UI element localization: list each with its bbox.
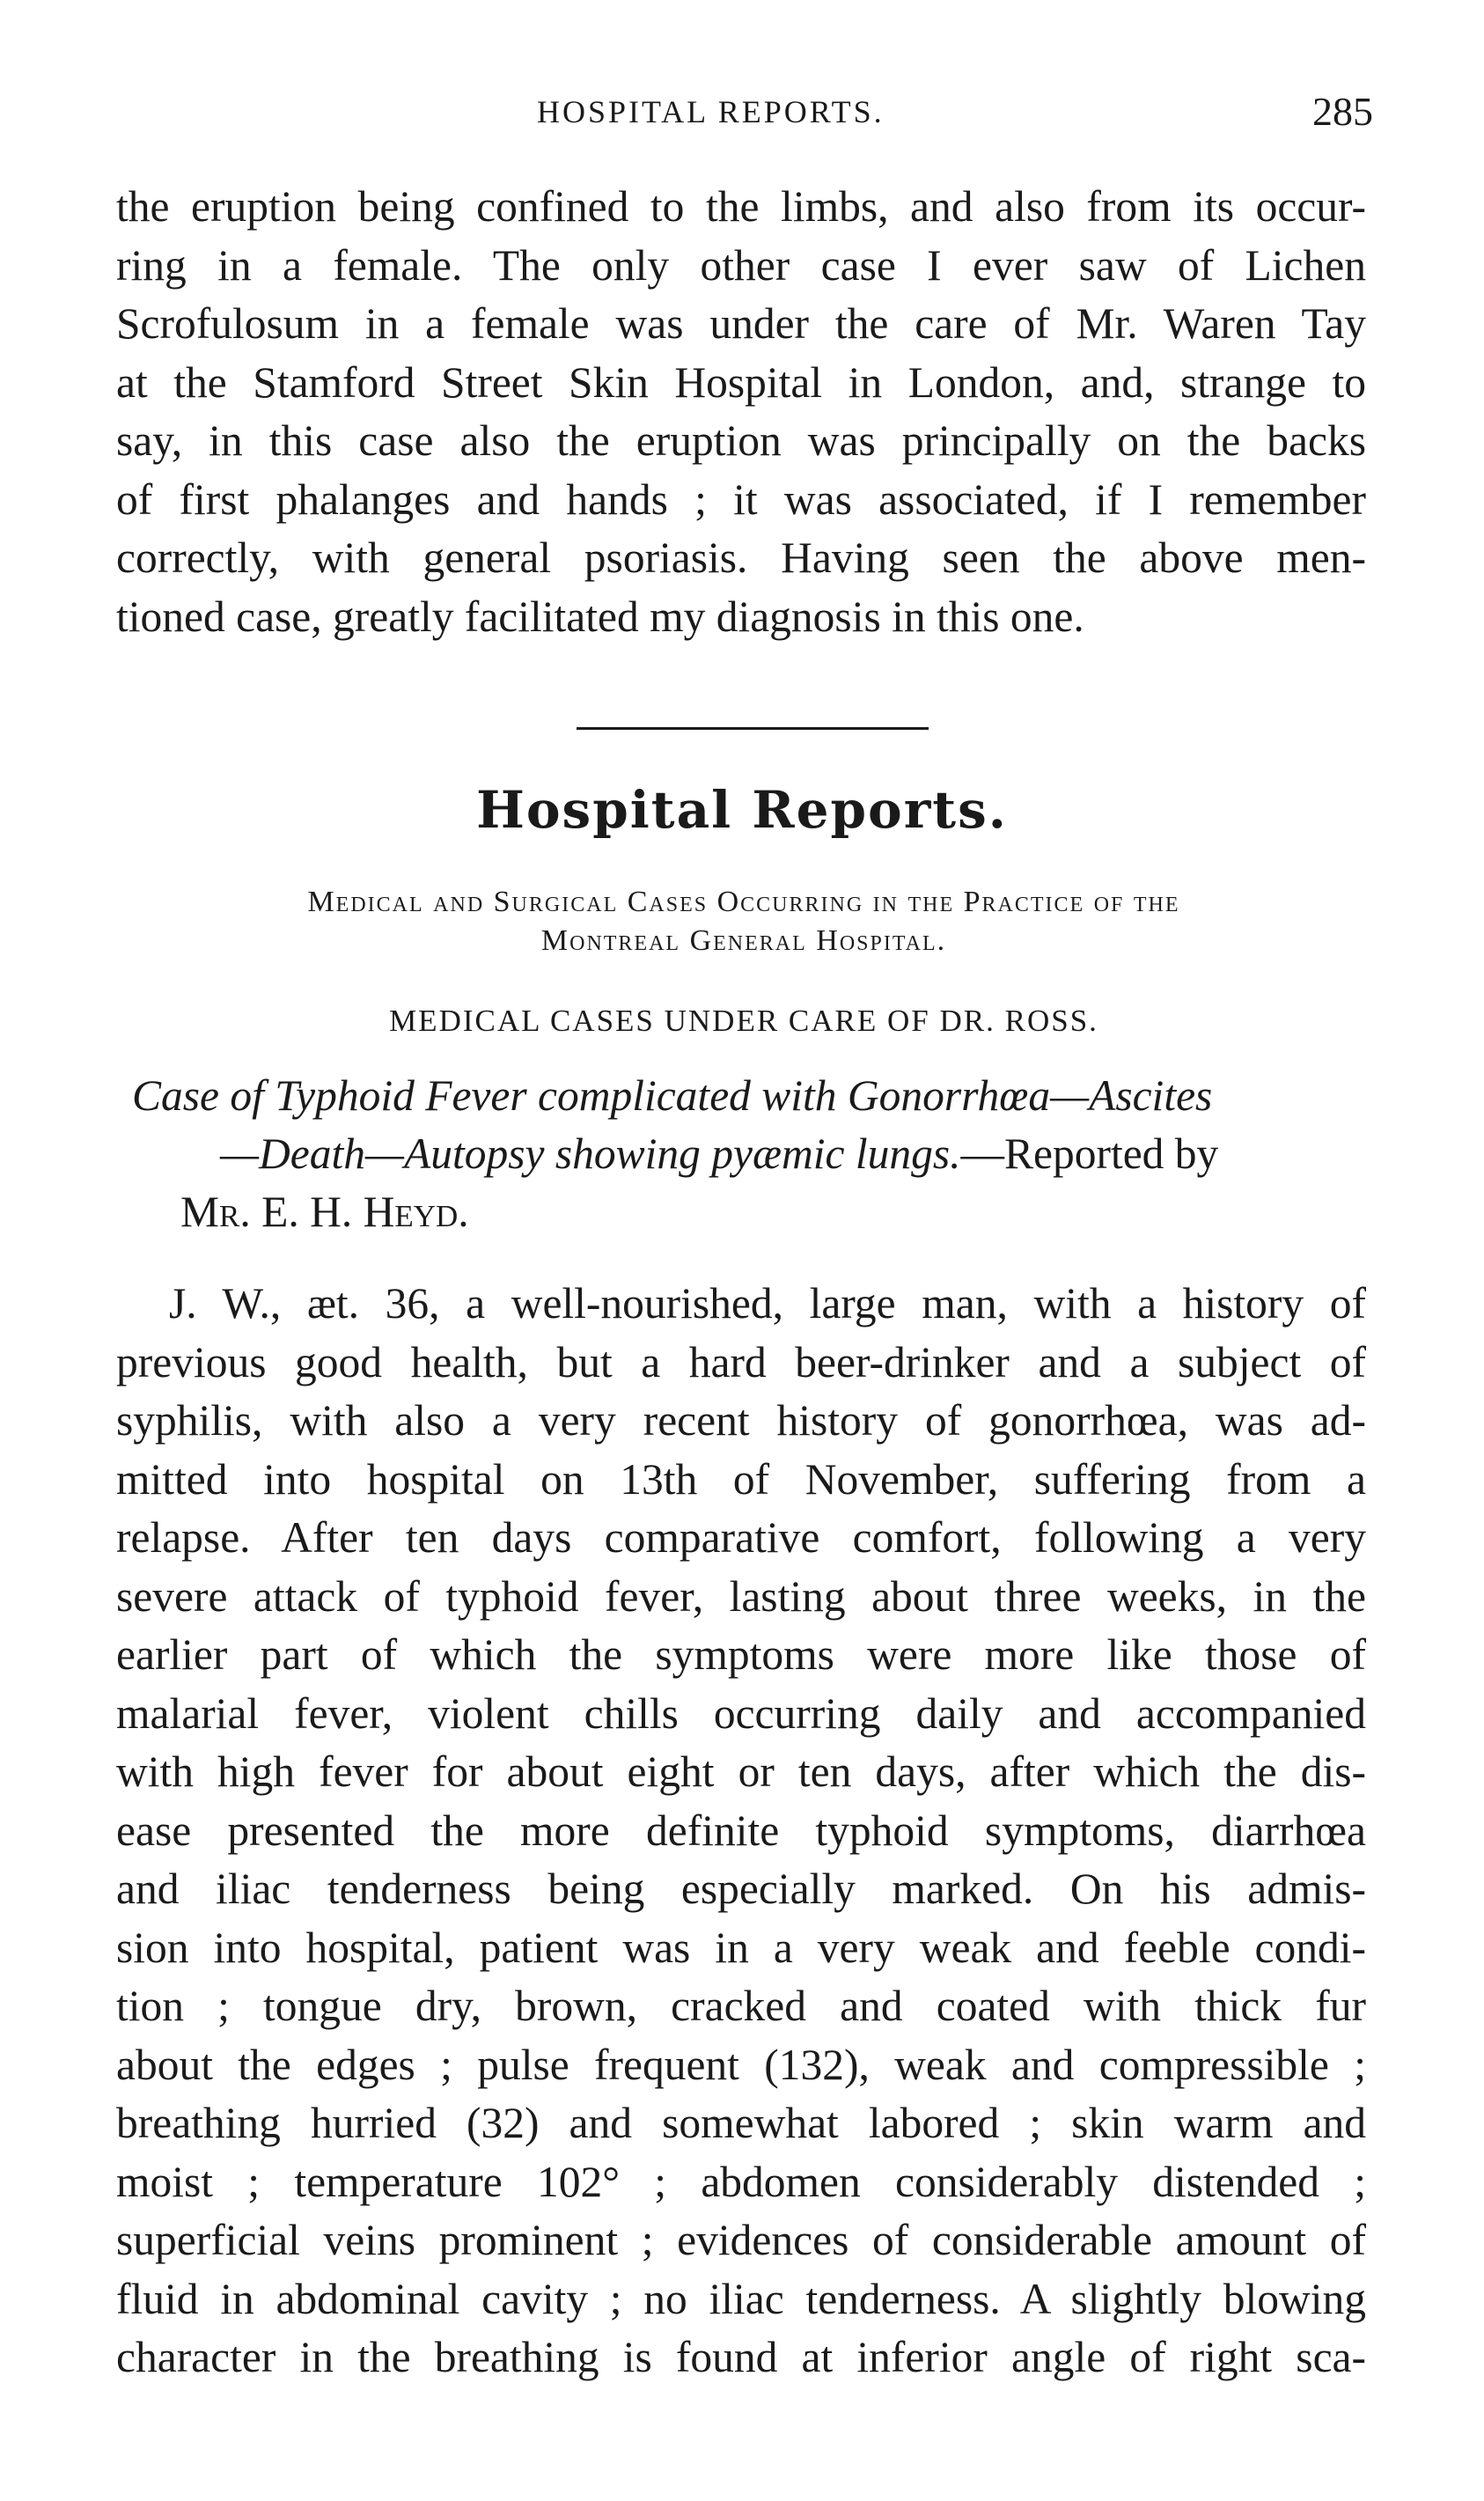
case-title [132, 1067, 1364, 1241]
reporter-name: Mr. E. H. Heyd. [180, 1188, 469, 1236]
text-line: earlier part of which the symptoms were more like those of [116, 1630, 1366, 1679]
section-subtitle-line2: Montreal General Hospital. [540, 924, 947, 957]
running-title: HOSPITAL REPORTS. [537, 94, 885, 129]
text-line: of first phalanges and hands ; it was associated, if I remember [116, 474, 1366, 524]
case-title-line: —Death—Autopsy showing pyæmic lungs. [220, 1129, 961, 1178]
text-line: correctly, with general psoriasis. Having seen the above men- [116, 533, 1366, 582]
text-line: syphilis, with also a very recent history of gonorrhœa, was ad- [116, 1396, 1366, 1445]
text-line: malarial fever, violent chills occurring daily and accompanied [116, 1688, 1366, 1738]
text-line: tion ; tongue dry, brown, cracked and coated with thick fur [116, 1982, 1366, 2030]
text-line: and iliac tenderness being especially marked. On his admis- [116, 1865, 1366, 1913]
text-line: tioned case, greatly facilitated my diagnosis in this one. [116, 592, 1084, 641]
text-line: ring in a female. The only other case I ever saw of Lichen [116, 240, 1366, 290]
text-line: say, in this case also the eruption was principally on the backs [116, 416, 1366, 465]
reported-by-label: —Reported by [960, 1129, 1219, 1178]
text-line: moist ; temperature 102° ; abdomen considerably distended ; [116, 2157, 1366, 2206]
text-line: fluid in abdominal cavity ; no iliac tenderness. A slightly blowing [116, 2274, 1366, 2323]
text-line: about the edges ; pulse frequent (132), weak and compressible ; [116, 2040, 1366, 2089]
text-line: mitted into hospital on 13th of November, suffering from a [116, 1454, 1366, 1504]
text-line: breathing hurried (32) and somewhat labored ; skin warm and [116, 2099, 1366, 2147]
text-line: with high fever for about eight or ten days, after which the dis- [116, 1747, 1366, 1796]
text-line: sion into hospital, patient was in a very weak and feeble condi- [116, 1923, 1366, 1972]
section-divider [577, 727, 929, 730]
case-title-line: Case of Typhoid Fever complicated with Gonorrhœa—Ascites [132, 1071, 1213, 1120]
text-line: severe attack of typhoid fever, lasting about three weeks, in the [116, 1571, 1366, 1621]
page-number: 285 [1312, 89, 1373, 134]
text-line: superficial veins prominent ; evidences of considerable amount of [116, 2216, 1366, 2264]
section-title: Hospital Reports. [476, 780, 1008, 840]
text-line: previous good health, but a hard beer-drinker and a subject of [116, 1337, 1366, 1387]
text-line: the eruption being confined to the limbs, and also from its occur- [116, 182, 1366, 231]
text-line: at the Stamford Street Skin Hospital in London, and, strange to [116, 357, 1366, 407]
intro-paragraph [116, 178, 1366, 646]
text-line: Scrofulosum in a female was under the care of Mr. Waren Tay [116, 299, 1366, 348]
text-line: relapse. After ten days comparative comfort, following a very [116, 1513, 1366, 1562]
running-head [114, 88, 1373, 141]
case-paragraph [116, 1275, 1366, 2387]
text-line: J. W., æt. 36, a well-nourished, large man, with a history of [169, 1279, 1366, 1328]
cases-heading: MEDICAL CASES UNDER CARE OF DR. ROSS. [389, 1004, 1098, 1038]
text-line: ease presented the more definite typhoid symptoms, diarrhœa [116, 1806, 1366, 1855]
section-subtitle-line1: Medical and Surgical Cases Occurring in the Practice of the [307, 886, 1180, 918]
text-line: character in the breathing is found at inferior angle of right sca- [116, 2333, 1366, 2381]
